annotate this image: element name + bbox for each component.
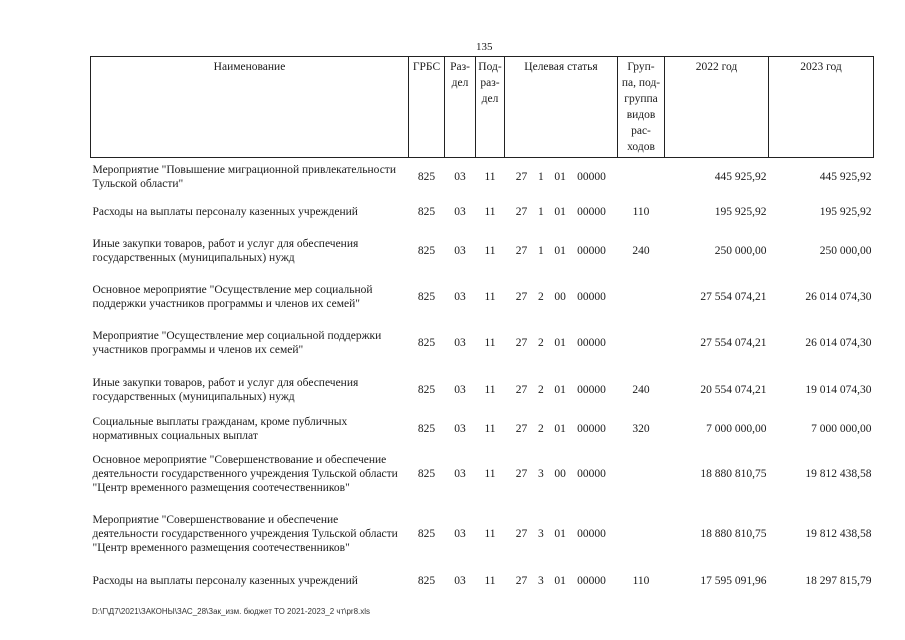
row-expense-group: 240 — [632, 383, 650, 396]
row-grbs: 825 — [417, 422, 436, 435]
target-article-part: 27 — [515, 244, 528, 257]
row-amount-2023: 195 925,92 — [819, 205, 872, 218]
row-amount-2022: 17 595 091,96 — [700, 574, 767, 587]
row-amount-2023: 19 014 074,30 — [805, 383, 872, 396]
row-podrazdel: 11 — [484, 205, 496, 218]
row-expense-group — [618, 504, 665, 564]
row-name: Основное мероприятие "Совершенствование и обеспечение деятельности государственного учреждения Тульской области "Центр временного размещения соотечественников" — [92, 453, 398, 494]
target-article-part: 00000 — [577, 467, 606, 480]
row-name: Иные закупки товаров, работ и услуг для обеспечения государственных (муниципальных) нужд — [92, 237, 359, 264]
row-expense-group — [618, 320, 665, 366]
target-article-part: 27 — [515, 467, 528, 480]
target-article-part: 00 — [554, 290, 566, 303]
target-article-part: 01 — [554, 574, 566, 587]
row-amount-2022: 445 925,92 — [714, 170, 767, 183]
file-path-footer: D:\Г\Д7\2021\ЗАКОНЫ\ЗАС_28\Зак_изм. бюджет ТО 2021-2023_2 чт\pr8.xls — [92, 607, 371, 616]
row-podrazdel: 11 — [484, 170, 496, 183]
row-amount-2022: 250 000,00 — [714, 244, 767, 257]
table-row — [91, 366, 874, 414]
target-article-part: 00000 — [577, 383, 606, 396]
budget-table — [90, 56, 874, 598]
row-expense-group — [618, 274, 665, 320]
table-row — [91, 274, 874, 320]
target-article-part: 01 — [554, 336, 566, 349]
row-name: Иные закупки товаров, работ и услуг для обеспечения государственных (муниципальных) нужд — [92, 376, 359, 403]
row-razdel: 03 — [454, 422, 466, 435]
row-grbs: 825 — [417, 205, 436, 218]
target-article-part: 3 — [537, 527, 544, 540]
row-amount-2022: 20 554 074,21 — [700, 383, 767, 396]
row-grbs: 825 — [417, 574, 436, 587]
target-article-part: 01 — [554, 383, 566, 396]
row-grbs: 825 — [417, 467, 436, 480]
table-row — [91, 196, 874, 228]
row-target-article — [505, 504, 618, 564]
row-amount-2023: 26 014 074,30 — [805, 336, 872, 349]
row-amount-2022: 27 554 074,21 — [700, 336, 767, 349]
row-amount-2023: 19 812 438,58 — [805, 467, 872, 480]
target-article-part: 27 — [515, 574, 528, 587]
row-target-article — [505, 444, 618, 504]
row-razdel: 03 — [454, 336, 466, 349]
row-amount-2022: 18 880 810,75 — [700, 527, 767, 540]
target-article-part: 00 — [554, 467, 566, 480]
target-article-part: 01 — [554, 205, 566, 218]
row-razdel: 03 — [454, 527, 466, 540]
target-article-part: 00000 — [577, 205, 606, 218]
row-amount-2023: 19 812 438,58 — [805, 527, 872, 540]
table-header-row — [91, 57, 874, 158]
target-article-part: 27 — [515, 383, 528, 396]
target-article-part: 00000 — [577, 422, 606, 435]
target-article-part: 27 — [515, 422, 528, 435]
table-row — [91, 228, 874, 274]
row-target-article — [505, 366, 618, 414]
target-article-part: 3 — [537, 467, 544, 480]
row-grbs: 825 — [417, 244, 436, 257]
target-article-part: 27 — [515, 170, 528, 183]
row-razdel: 03 — [454, 574, 466, 587]
target-article-part: 27 — [515, 527, 528, 540]
page-number: 135 — [476, 41, 493, 53]
row-name: Мероприятие "Повышение миграционной привлекательности Тульской области" — [92, 163, 396, 190]
row-name: Расходы на выплаты персоналу казенных учреждений — [92, 205, 358, 218]
row-expense-group — [618, 158, 665, 196]
target-article-part: 2 — [537, 336, 544, 349]
target-article-part: 00000 — [577, 170, 606, 183]
target-article-part: 01 — [554, 527, 566, 540]
col-header-2023: 2023 год — [769, 57, 874, 158]
row-amount-2023: 26 014 074,30 — [805, 290, 872, 303]
row-target-article — [505, 274, 618, 320]
row-podrazdel: 11 — [484, 383, 496, 396]
row-grbs: 825 — [417, 527, 436, 540]
row-target-article — [505, 564, 618, 598]
table-row — [91, 444, 874, 504]
target-article-part: 3 — [537, 574, 544, 587]
col-header-2022: 2022 год — [665, 57, 769, 158]
table-row — [91, 414, 874, 444]
row-amount-2022: 18 880 810,75 — [700, 467, 767, 480]
row-target-article — [505, 320, 618, 366]
row-target-article — [505, 414, 618, 444]
row-expense-group: 240 — [632, 244, 650, 257]
row-razdel: 03 — [454, 244, 466, 257]
row-grbs: 825 — [417, 290, 436, 303]
row-expense-group: 320 — [632, 422, 650, 435]
row-amount-2022: 27 554 074,21 — [700, 290, 767, 303]
target-article-part: 00000 — [577, 527, 606, 540]
target-article-part: 00000 — [577, 244, 606, 257]
row-target-article — [505, 158, 618, 196]
table-row — [91, 504, 874, 564]
row-podrazdel: 11 — [484, 574, 496, 587]
row-expense-group: 110 — [632, 574, 650, 587]
row-podrazdel: 11 — [484, 244, 496, 257]
target-article-part: 1 — [537, 244, 544, 257]
row-amount-2022: 195 925,92 — [714, 205, 767, 218]
col-header-razdel: Раз- дел — [445, 57, 476, 158]
target-article-part: 2 — [537, 422, 544, 435]
target-article-part: 00000 — [577, 290, 606, 303]
row-grbs: 825 — [417, 336, 436, 349]
row-amount-2023: 18 297 815,79 — [805, 574, 872, 587]
row-name: Мероприятие "Совершенствование и обеспечение деятельности государственного учреждения Тульской области "Центр временного размещения соотечественников" — [92, 513, 398, 554]
target-article-part: 01 — [554, 170, 566, 183]
row-razdel: 03 — [454, 383, 466, 396]
row-amount-2023: 250 000,00 — [819, 244, 872, 257]
col-header-expense-group: Груп- па, под- группа видов рас- ходов — [618, 57, 665, 158]
target-article-part: 27 — [515, 290, 528, 303]
row-razdel: 03 — [454, 467, 466, 480]
col-header-name: Наименование — [91, 57, 409, 158]
row-podrazdel: 11 — [484, 290, 496, 303]
target-article-part: 00000 — [577, 336, 606, 349]
row-target-article — [505, 196, 618, 228]
target-article-part: 01 — [554, 244, 566, 257]
row-podrazdel: 11 — [484, 527, 496, 540]
target-article-part: 27 — [515, 336, 528, 349]
row-podrazdel: 11 — [484, 467, 496, 480]
target-article-part: 27 — [515, 205, 528, 218]
row-amount-2022: 7 000 000,00 — [706, 422, 767, 435]
row-name: Социальные выплаты гражданам, кроме публичных нормативных социальных выплат — [92, 415, 348, 442]
row-grbs: 825 — [417, 383, 436, 396]
target-article-part: 1 — [537, 205, 544, 218]
row-amount-2023: 445 925,92 — [819, 170, 872, 183]
row-razdel: 03 — [454, 170, 466, 183]
row-podrazdel: 11 — [484, 422, 496, 435]
row-razdel: 03 — [454, 205, 466, 218]
table-row — [91, 564, 874, 598]
row-podrazdel: 11 — [484, 336, 496, 349]
table-row — [91, 158, 874, 196]
row-amount-2023: 7 000 000,00 — [811, 422, 872, 435]
row-name: Мероприятие "Осуществление мер социальной поддержки участников программы и членов их семей" — [92, 329, 382, 356]
row-expense-group: 110 — [632, 205, 650, 218]
col-header-podrazdel: Под- раз- дел — [476, 57, 505, 158]
target-article-part: 01 — [554, 422, 566, 435]
row-expense-group — [618, 444, 665, 504]
table-row — [91, 320, 874, 366]
row-grbs: 825 — [417, 170, 436, 183]
target-article-part: 2 — [537, 290, 544, 303]
target-article-part: 00000 — [577, 574, 606, 587]
col-header-grbs: ГРБС — [409, 57, 445, 158]
row-target-article — [505, 228, 618, 274]
target-article-part: 2 — [537, 383, 544, 396]
row-name: Расходы на выплаты персоналу казенных учреждений — [92, 574, 358, 587]
col-header-target: Целевая статья — [505, 57, 618, 158]
target-article-part: 1 — [537, 170, 544, 183]
row-razdel: 03 — [454, 290, 466, 303]
row-name: Основное мероприятие "Осуществление мер социальной поддержки участников программы и членов их семей" — [92, 283, 373, 310]
